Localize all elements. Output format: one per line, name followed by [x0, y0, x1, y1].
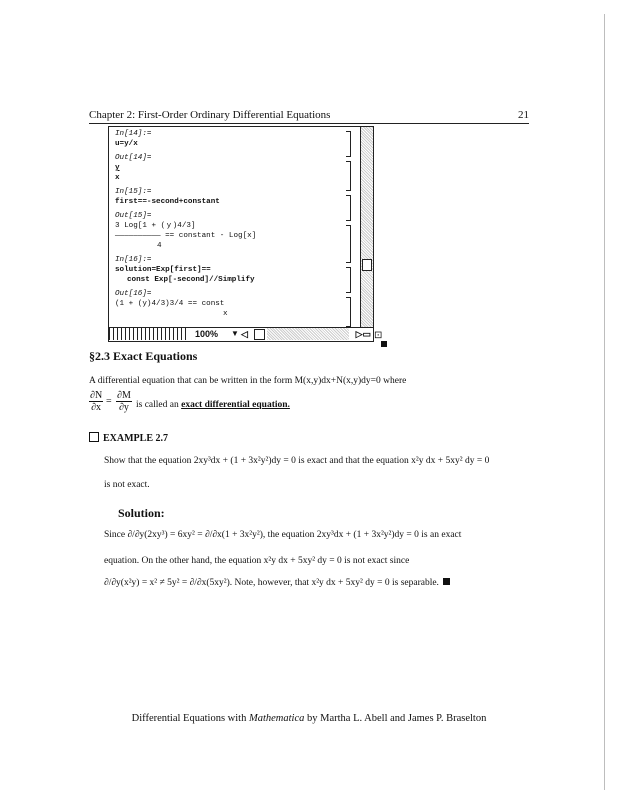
in16-label: In[16]:=: [115, 256, 152, 264]
example-title: EXAMPLE 2.7: [103, 433, 168, 444]
example-heading: [89, 432, 168, 444]
mathematica-notebook-window: [108, 126, 374, 342]
notebook-status-bar: [109, 327, 373, 341]
notebook-cells: [115, 129, 351, 319]
checkbox-square-icon: [89, 432, 99, 442]
out14-num: y: [115, 164, 120, 172]
header-rule: [89, 123, 529, 124]
resize-grip-icon[interactable]: ⊡: [374, 330, 383, 341]
fraction-dm-dy: [116, 390, 132, 413]
solution-line3: [104, 578, 450, 588]
vertical-scrollbar[interactable]: [360, 127, 373, 329]
in14-label: In[14]:=: [115, 130, 152, 138]
cell-bracket[interactable]: [346, 131, 351, 157]
horizontal-scroll-track[interactable]: [267, 328, 349, 340]
end-of-proof-icon: [443, 578, 450, 585]
definition-lead: is called an: [136, 400, 179, 410]
section-title: §2.3 Exact Equations: [89, 349, 198, 363]
solution-heading: Solution:: [118, 506, 165, 520]
scroll-right-icon[interactable]: ▷▭: [355, 329, 371, 339]
cell-bracket[interactable]: [346, 225, 351, 263]
footer-pre: Differential Equations with: [131, 713, 247, 724]
solution-line1: Since ∂/∂y(2xy³) = 6xy² = ∂/∂x(1 + 3x²y²), the equation 2xy³dx + (1 + 3x²y²)dy = 0 is an exact: [104, 530, 462, 540]
frac-dm-den: ∂y: [118, 402, 129, 413]
page-edge-rule: [604, 14, 605, 790]
definition-paragraph: A differential equation that can be written in the form M(x,y)dx+N(x,y)dy=0 where: [89, 376, 407, 386]
zoom-dropdown-icon[interactable]: ▼: [231, 329, 239, 338]
frac-dn-num: ∂N: [90, 390, 103, 401]
chapter-title: Chapter 2: First-Order Ordinary Differential Equations: [89, 109, 331, 121]
out14-label: Out[14]=: [115, 154, 152, 162]
cell-bracket[interactable]: [346, 195, 351, 221]
example-line1: Show that the equation 2xy³dx + (1 + 3x²y²)dy = 0 is exact and that the equation x²y dx + 5xy² dy = 0: [104, 456, 490, 466]
out15-label: Out[15]=: [115, 212, 152, 220]
scroll-thumb[interactable]: [362, 259, 372, 271]
out16-label: Out[16]=: [115, 290, 152, 298]
zoom-level[interactable]: 100%: [195, 329, 219, 339]
in16-code1[interactable]: solution=Exp[first]==: [115, 266, 211, 274]
end-marker-icon: [381, 341, 387, 347]
scroll-left-icon[interactable]: ◁: [241, 329, 248, 339]
frac-dm-num: ∂M: [117, 390, 131, 401]
in15-label: In[15]:=: [115, 188, 152, 196]
out15-line2: —————————— == constant - Log[x]: [115, 232, 257, 240]
out15-line1: 3 Log[1 + ( y )4/3]: [115, 222, 196, 230]
frac-dn-den: ∂x: [91, 402, 102, 413]
equals-sign: =: [106, 396, 112, 407]
out16-line1: (1 + (y)4/3)3/4 == const: [115, 300, 225, 308]
footer-post: by Martha L. Abell and James P. Braselton: [307, 713, 487, 724]
definition-sentence: [136, 400, 290, 410]
fraction-dn-dx: [89, 390, 103, 413]
page-footer: [0, 713, 618, 724]
in15-code[interactable]: first==-second+constant: [115, 198, 220, 206]
ruler-ticks: [109, 328, 189, 340]
out16-line2: x: [223, 310, 228, 318]
out15-line3: 4: [157, 242, 162, 250]
in14-code[interactable]: u=y/x: [115, 140, 138, 148]
horizontal-scroll-thumb[interactable]: [254, 329, 265, 340]
cell-bracket[interactable]: [346, 297, 351, 327]
cell-bracket[interactable]: [346, 161, 351, 191]
page-number: 21: [518, 109, 529, 121]
out14-den: x: [115, 174, 120, 182]
example-line2: is not exact.: [104, 480, 150, 490]
definition-term: exact differential equation.: [181, 400, 290, 410]
cell-bracket[interactable]: [346, 267, 351, 293]
in16-code2[interactable]: const Exp[-second]//Simplify: [127, 276, 255, 284]
solution-line3-text: ∂/∂y(x²y) = x² ≠ 5y² = ∂/∂x(5xy²). Note, however, that x²y dx + 5xy² dy = 0 is separable.: [104, 578, 439, 588]
footer-title: Mathematica: [248, 713, 305, 724]
solution-line2: equation. On the other hand, the equation x²y dx + 5xy² dy = 0 is not exact since: [104, 556, 410, 566]
